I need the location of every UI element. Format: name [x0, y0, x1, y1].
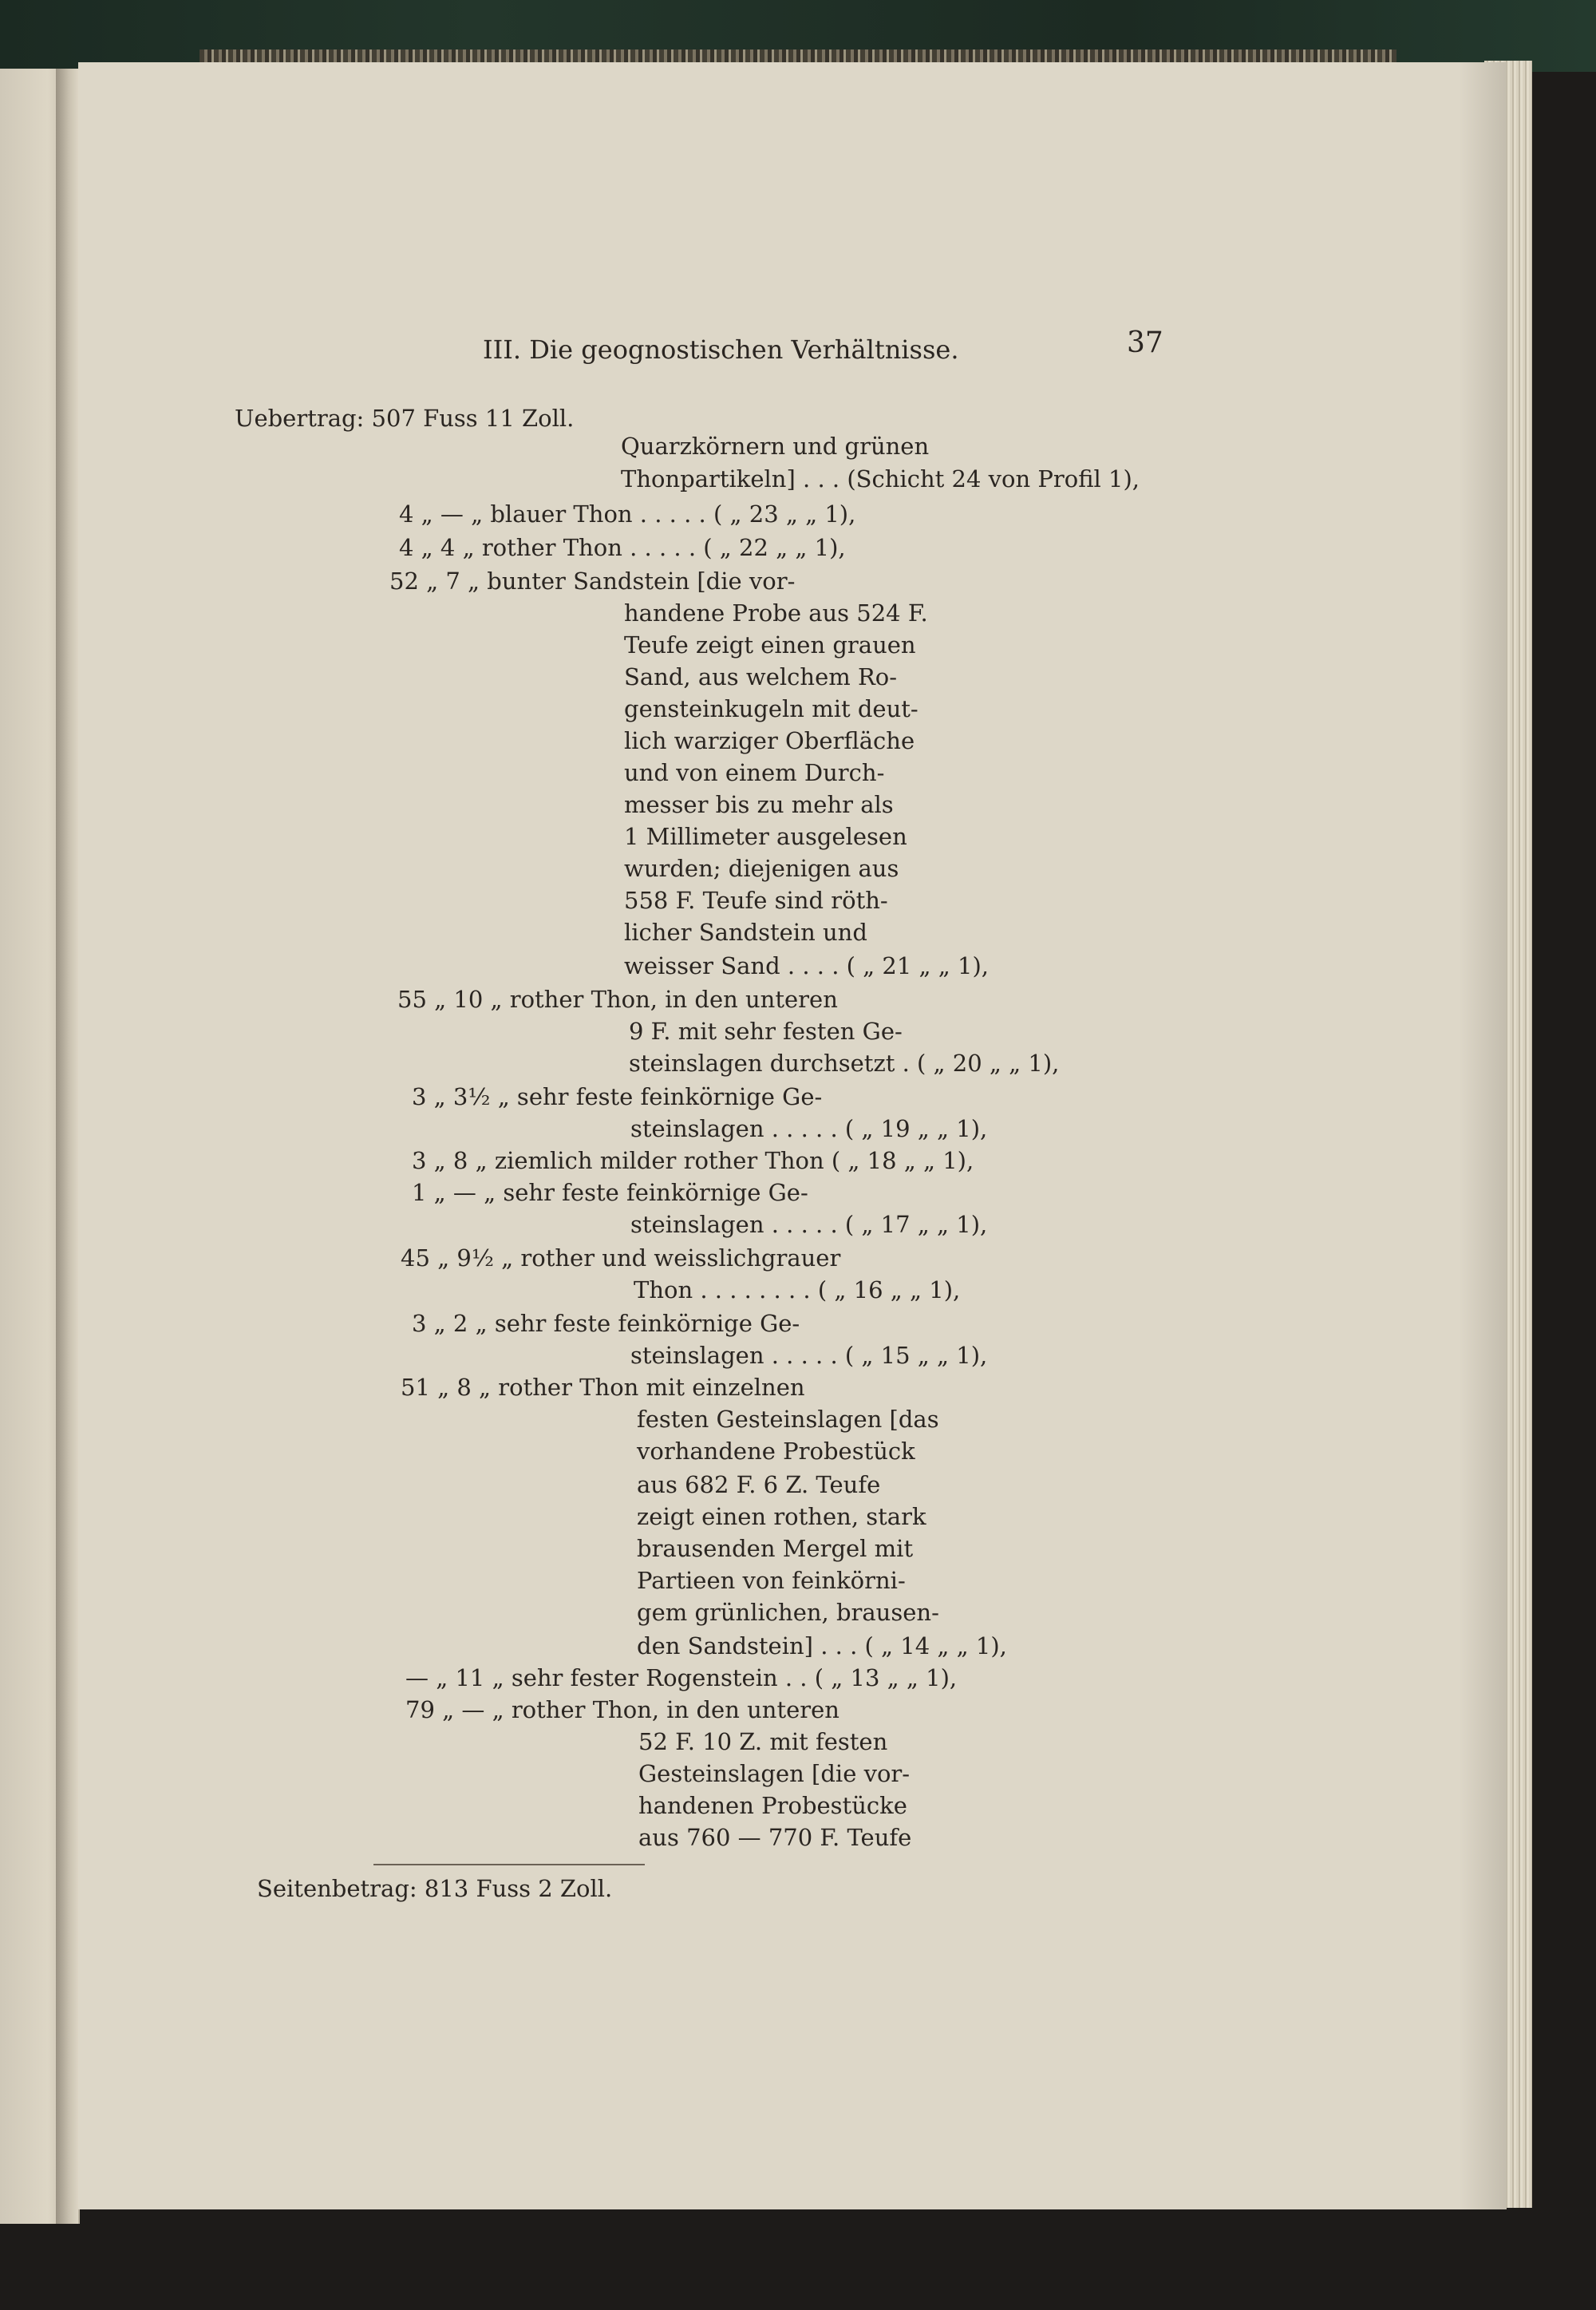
text-line: 3 „ 8 „ ziemlich milder rother Thon ( „ 18 „ „ 1), — [412, 1147, 974, 1174]
text-line: 55 „ 10 „ rother Thon, in den unteren — [397, 986, 838, 1013]
text-line: gem grünlichen, brausen- — [637, 1599, 939, 1626]
text-line: 4 „ 4 „ rother Thon . . . . . ( „ 22 „ „ 1), — [399, 534, 846, 561]
text-line: Teufe zeigt einen grauen — [624, 631, 916, 659]
text-line: aus 760 — 770 F. Teufe — [638, 1824, 912, 1851]
text-line: messer bis zu mehr als — [624, 791, 894, 818]
text-line: brausenden Mergel mit — [637, 1535, 914, 1562]
carry-over-line: Uebertrag: 507 Fuss 11 Zoll. — [235, 405, 575, 432]
text-line: steinslagen . . . . . ( „ 17 „ „ 1), — [630, 1211, 988, 1238]
text-line: Quarzkörnern und grünen — [621, 433, 930, 460]
text-line: gensteinkugeln mit deut- — [624, 695, 918, 722]
text-line: zeigt einen rothen, stark — [637, 1503, 926, 1530]
text-line: 45 „ 9½ „ rother und weisslichgrauer — [401, 1244, 841, 1272]
text-line: festen Gesteinslagen [das — [637, 1406, 939, 1433]
text-line: licher Sandstein und — [624, 919, 867, 946]
text-line: vorhandene Probestück — [637, 1438, 915, 1465]
text-line: 52 „ 7 „ bunter Sandstein [die vor- — [389, 568, 796, 595]
text-line: wurden; diejenigen aus — [624, 855, 899, 882]
text-line: 51 „ 8 „ rother Thon mit einzelnen — [401, 1374, 805, 1401]
text-line: 3 „ 2 „ sehr feste feinkörnige Ge- — [412, 1310, 800, 1337]
text-line: 1 „ — „ sehr feste feinkörnige Ge- — [412, 1179, 808, 1206]
text-line: Partieen von feinkörni- — [637, 1567, 906, 1594]
text-line: 52 F. 10 Z. mit festen — [638, 1728, 888, 1755]
text-line: steinslagen durchsetzt . ( „ 20 „ „ 1), — [629, 1050, 1060, 1077]
text-line: Sand, aus welchem Ro- — [624, 663, 898, 690]
text-line: 79 „ — „ rother Thon, in den unteren — [405, 1696, 839, 1723]
text-line: 1 Millimeter ausgelesen — [624, 823, 907, 850]
running-title: III. Die geognostischen Verhältnisse. — [483, 334, 959, 365]
text-line: 558 F. Teufe sind röth- — [624, 887, 888, 914]
text-line: steinslagen . . . . . ( „ 15 „ „ 1), — [630, 1342, 988, 1369]
text-line: — „ 11 „ sehr fester Rogenstein . . ( „ 13 „ „ 1), — [405, 1664, 958, 1691]
text-line: steinslagen . . . . . ( „ 19 „ „ 1), — [630, 1115, 988, 1142]
sum-rule — [373, 1864, 645, 1865]
page-total-line: Seitenbetrag: 813 Fuss 2 Zoll. — [257, 1875, 613, 1902]
text-line: Thon . . . . . . . . ( „ 16 „ „ 1), — [634, 1276, 961, 1303]
book-gutter — [56, 69, 78, 2224]
text-line: lich warziger Oberfläche — [624, 727, 915, 754]
text-line: 9 F. mit sehr festen Ge- — [629, 1018, 903, 1045]
text-line: handenen Probestücke — [638, 1792, 907, 1819]
text-line: und von einem Durch- — [624, 759, 885, 786]
text-line: handene Probe aus 524 F. — [624, 599, 928, 627]
text-line: weisser Sand . . . . ( „ 21 „ „ 1), — [624, 952, 989, 979]
text-line: Thonpartikeln] . . . (Schicht 24 von Profil 1), — [621, 465, 1140, 492]
text-line: Gesteinslagen [die vor- — [638, 1760, 911, 1787]
text-line: aus 682 F. 6 Z. Teufe — [637, 1471, 881, 1498]
text-line: 4 „ — „ blauer Thon . . . . . ( „ 23 „ „ 1), — [399, 500, 856, 528]
page-number: 37 — [1127, 326, 1163, 359]
text-line: 3 „ 3½ „ sehr feste feinkörnige Ge- — [412, 1083, 823, 1110]
text-line: den Sandstein] . . . ( „ 14 „ „ 1), — [637, 1632, 1007, 1659]
